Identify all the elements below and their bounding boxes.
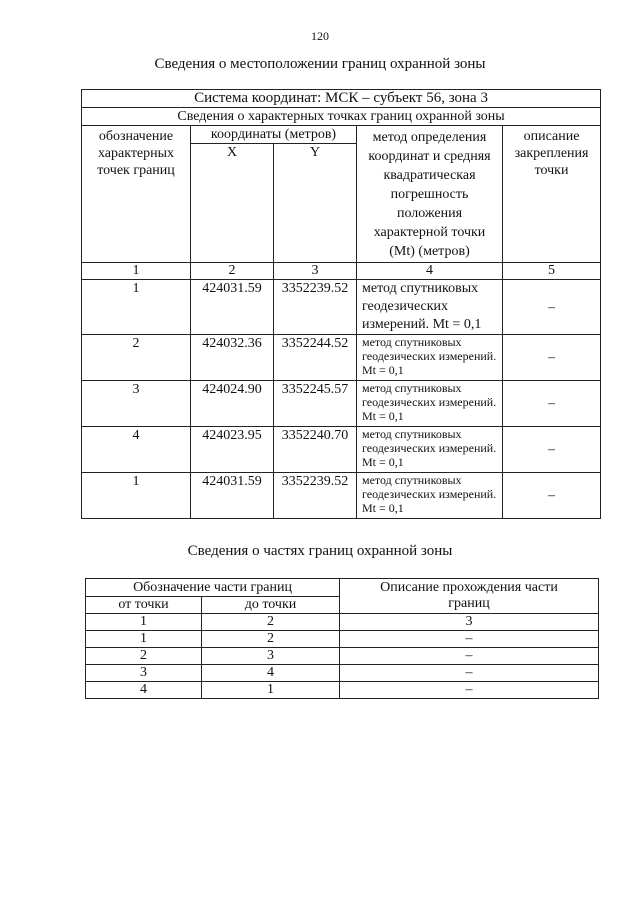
to-point: 1 [202, 682, 340, 699]
table1-subtitle: Сведения о характерных точках границ охранной зоны [82, 108, 601, 126]
point-description: – [503, 280, 601, 335]
from-point: 2 [86, 648, 202, 665]
point-description: – [503, 335, 601, 381]
to-point: 4 [202, 665, 340, 682]
table-row [82, 335, 601, 381]
table-row [86, 631, 599, 648]
column-number: 3 [274, 263, 357, 280]
column-number: 2 [202, 614, 340, 631]
method-text: метод спутниковых геодезических измерений. Mt = 0,1 [357, 473, 503, 519]
part-description: – [340, 682, 599, 699]
header-designation: обозначение характерных точек границ [82, 126, 191, 263]
coord-y: 3352240.70 [274, 427, 357, 473]
column-number: 4 [357, 263, 503, 280]
from-point: 3 [86, 665, 202, 682]
header-method: метод определения координат и средняя квадратическая погрешность положения характерной точки (Mt) (метров) [357, 126, 503, 263]
header-from-point: от точки [86, 597, 202, 614]
coord-x: 424032.36 [191, 335, 274, 381]
table-row [86, 682, 599, 699]
column-number: 3 [340, 614, 599, 631]
table-row [86, 648, 599, 665]
header-x: X [191, 144, 274, 263]
table1-title: Сведения о местоположении границ охранной зоны [154, 56, 486, 72]
column-numbers-row [82, 263, 601, 280]
coord-y: 3352245.57 [274, 381, 357, 427]
header-coordinates: координаты (метров) [191, 126, 357, 144]
table-row [82, 427, 601, 473]
method-text: метод спутниковых геодезических измерений. Mt = 0,1 [357, 381, 503, 427]
page-number: 120 [311, 29, 329, 43]
part-description: – [340, 665, 599, 682]
header-to-point: до точки [202, 597, 340, 614]
method-text: метод спутниковых геодезических измерений. Mt = 0,1 [357, 280, 503, 335]
header-y: Y [274, 144, 357, 263]
method-text: метод спутниковых геодезических измерений. Mt = 0,1 [357, 427, 503, 473]
boundary-parts-table [85, 578, 599, 699]
point-number: 4 [82, 427, 191, 473]
point-number: 1 [82, 280, 191, 335]
coord-x: 424023.95 [191, 427, 274, 473]
part-description: – [340, 631, 599, 648]
header-part-designation: Обозначение части границ [86, 579, 340, 597]
point-number: 2 [82, 335, 191, 381]
point-number: 1 [82, 473, 191, 519]
from-point: 1 [86, 631, 202, 648]
point-description: – [503, 473, 601, 519]
table-row [82, 381, 601, 427]
coord-y: 3352244.52 [274, 335, 357, 381]
from-point: 4 [86, 682, 202, 699]
coord-x: 424031.59 [191, 473, 274, 519]
coord-x: 424031.59 [191, 280, 274, 335]
method-text: метод спутниковых геодезических измерений. Mt = 0,1 [357, 335, 503, 381]
table2-title: Сведения о частях границ охранной зоны [187, 543, 453, 559]
header-description: описание закрепления точки [503, 126, 601, 263]
header-part-description: Описание прохождения части границ [340, 579, 599, 614]
table-row [86, 665, 599, 682]
to-point: 3 [202, 648, 340, 665]
table-row [82, 108, 601, 126]
point-description: – [503, 381, 601, 427]
column-numbers-row [86, 614, 599, 631]
to-point: 2 [202, 631, 340, 648]
coordinate-system: Система координат: МСК – субъект 56, зона 3 [82, 90, 601, 108]
table-header-row [82, 126, 601, 144]
coord-x: 424024.90 [191, 381, 274, 427]
table-header-row [86, 579, 599, 597]
coord-y: 3352239.52 [274, 473, 357, 519]
column-number: 5 [503, 263, 601, 280]
column-number: 2 [191, 263, 274, 280]
table-row [82, 280, 601, 335]
part-description: – [340, 648, 599, 665]
table-row [82, 90, 601, 108]
column-number: 1 [86, 614, 202, 631]
point-number: 3 [82, 381, 191, 427]
coord-y: 3352239.52 [274, 280, 357, 335]
boundary-points-table [81, 89, 601, 519]
column-number: 1 [82, 263, 191, 280]
table-row [82, 473, 601, 519]
point-description: – [503, 427, 601, 473]
